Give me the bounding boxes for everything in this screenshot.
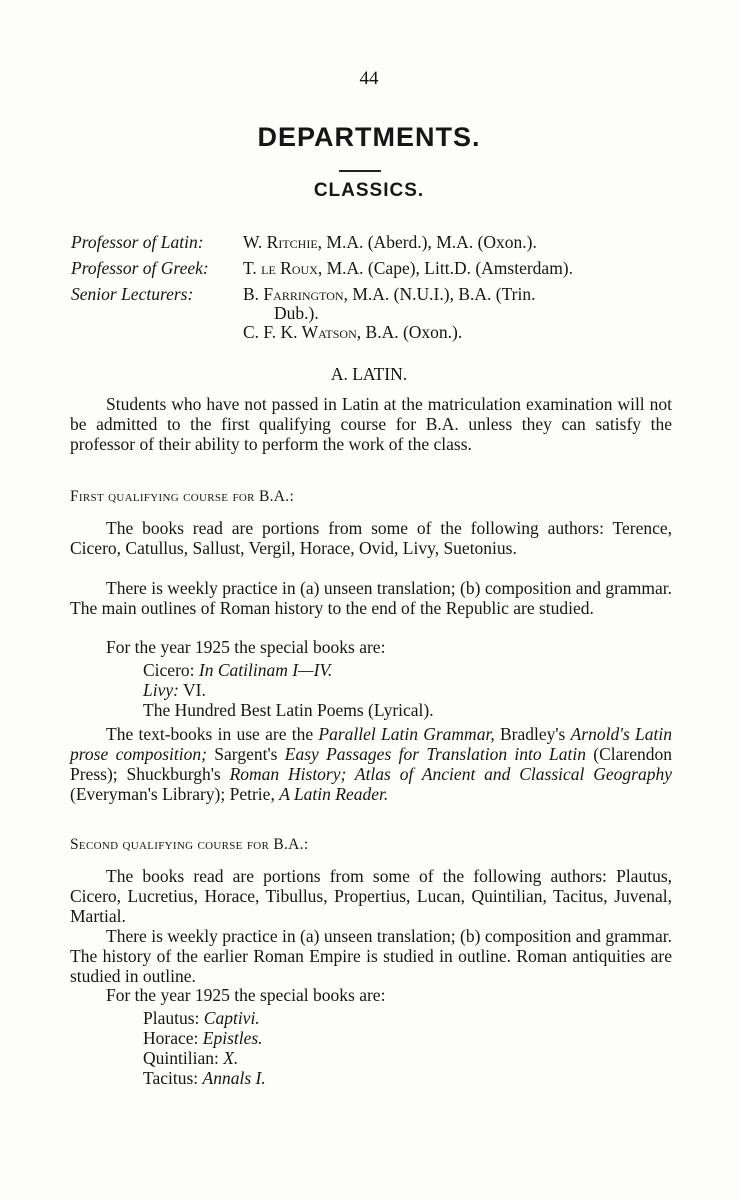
- book-item: [143, 1008, 260, 1028]
- text: Sargent's: [206, 744, 285, 764]
- book-item: [143, 700, 434, 720]
- book-title: VI.: [183, 680, 206, 700]
- book-title: Roman History; Atlas of Ancient and Classical Geography: [229, 764, 672, 784]
- special-books-intro: For the year 1925 the special books are:: [106, 637, 386, 657]
- section-title: CLASSICS.: [313, 180, 425, 201]
- book-author: Horace:: [143, 1028, 199, 1048]
- book-title: A Latin Reader.: [279, 784, 389, 804]
- authors-paragraph: The books read are portions from some of the following authors: Terence, Cicero, Catullus, Sallust, Vergil, Horace, Ovid, Livy, Suetonius.: [70, 518, 672, 558]
- textbooks-paragraph: [70, 724, 672, 804]
- practice-paragraph: There is weekly practice in (a) unseen translation; (b) composition and grammar. The main outlines of Roman history to the end of the Republic are studied.: [70, 578, 672, 618]
- staff-name: B. Farrington,: [243, 284, 348, 304]
- staff-name: C. F. K. Watson,: [243, 322, 362, 342]
- text: (Everyman's Library); Petrie,: [70, 784, 280, 804]
- book-item: [143, 1048, 238, 1068]
- book-title: X.: [223, 1048, 239, 1068]
- text: The text-books in use are the: [106, 724, 319, 744]
- staff-label: Senior Lecturers:: [71, 284, 194, 304]
- practice-paragraph: There is weekly practice in (a) unseen translation; (b) composition and grammar. The history of the earlier Roman Empire is studied in outline. Roman antiquities are studied in outline.: [70, 926, 672, 986]
- book-author: Livy:: [143, 680, 179, 700]
- course-heading: First qualifying course for B.A.:: [70, 488, 295, 505]
- staff-entry: [243, 284, 535, 305]
- staff-degrees: M.A. (Cape), Litt.D. (Amsterdam).: [322, 258, 574, 278]
- title-divider: [339, 170, 381, 172]
- book-title: Parallel Latin Grammar,: [318, 724, 495, 744]
- book-item: [143, 680, 206, 700]
- text: Bradley's: [494, 724, 571, 744]
- book-author: Quintilian:: [143, 1048, 219, 1068]
- staff-entry: [243, 258, 573, 279]
- staff-entry: [243, 322, 462, 343]
- intro-paragraph: Students who have not passed in Latin at the matriculation examination will not be admitted to the first qualifying course for B.A. unless they can satisfy the professor of their ability to perform the work of the class.: [70, 394, 672, 454]
- course-heading: Second qualifying course for B.A.:: [70, 836, 309, 853]
- book-title: Epistles.: [202, 1028, 263, 1048]
- book-title: Captivi.: [203, 1008, 260, 1028]
- book-title: Annals I.: [202, 1068, 266, 1088]
- authors-paragraph: The books read are portions from some of the following authors: Plautus, Cicero, Lucretius, Horace, Tibullus, Propertius, Lucan, Quintilian, Tacitus, Juvenal, Martial.: [70, 866, 672, 926]
- special-books-intro: For the year 1925 the special books are:: [106, 985, 386, 1005]
- book-title: Arnold's Latin prose composition;: [70, 724, 672, 764]
- book-item: [143, 660, 332, 680]
- staff-name: W. Ritchie,: [243, 232, 323, 252]
- book-title: Easy Passages for Translation into Latin: [284, 744, 586, 764]
- staff-label: Professor of Latin:: [71, 232, 204, 252]
- subsection-heading: A. LATIN.: [330, 364, 408, 384]
- staff-name: T. le Roux,: [243, 258, 323, 278]
- page-title: DEPARTMENTS.: [257, 122, 481, 152]
- staff-entry-continued: Dub.).: [274, 303, 319, 323]
- book-title: The Hundred Best Latin Poems (Lyrical).: [143, 700, 434, 720]
- book-author: Tacitus:: [143, 1068, 199, 1088]
- staff-entry: [243, 232, 537, 253]
- staff-degrees: M.A. (N.U.I.), B.A. (Trin.: [347, 284, 536, 304]
- book-author: Plautus:: [143, 1008, 200, 1028]
- book-item: [143, 1068, 266, 1088]
- book-item: [143, 1028, 263, 1048]
- page-number: 44: [359, 68, 379, 89]
- staff-label: Professor of Greek:: [71, 258, 209, 278]
- staff-degrees: B.A. (Oxon.).: [361, 322, 463, 342]
- text: (Clarendon Press); Shuckburgh's: [70, 744, 673, 784]
- staff-degrees: M.A. (Aberd.), M.A. (Oxon.).: [322, 232, 537, 252]
- book-title: In Catilinam I—IV.: [198, 660, 333, 680]
- book-author: Cicero:: [143, 660, 195, 680]
